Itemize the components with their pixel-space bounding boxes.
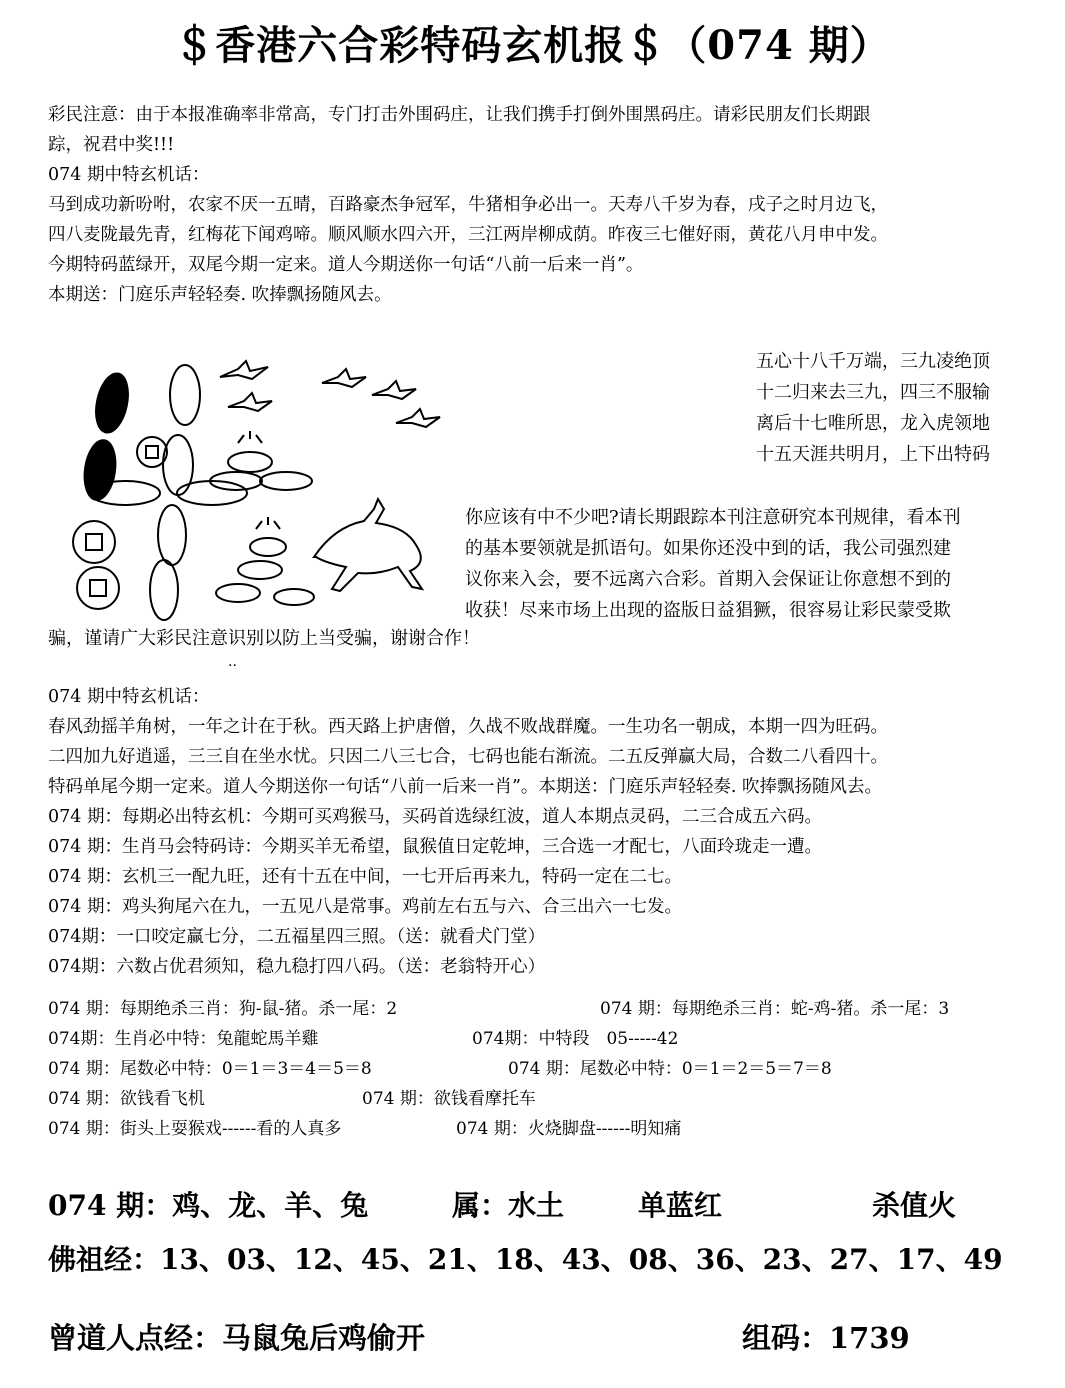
section-line: 春风劲摇羊角树，一年之计在于秋。西天路上护唐僧，久战不败战群魔。一生功名一朝成，本期一四为旺码。 — [48, 717, 888, 737]
intro-line: 074 期中特玄机话： — [48, 165, 210, 185]
poem-line: 离后十七唯所思，龙入虎领地 — [756, 413, 990, 434]
poem-block — [756, 346, 990, 470]
promo-line: 议你来入会，要不远离六合彩。首期入会保证让你意想不到的 — [465, 569, 951, 590]
summary-taoist: 曾道人点经：马鼠兔后鸡偷开 — [48, 1321, 426, 1355]
poem-line: 十五天涯共明月，上下出特码 — [756, 444, 990, 465]
leaf-icon — [81, 438, 119, 502]
promo-block — [465, 502, 961, 626]
section-line: 074 期：生肖马会特码诗：今期买羊无希望，鼠猴值日定乾坤，三合选一才配七，八面玲珑走一遭。 — [48, 837, 822, 857]
summary-element: 属：水土 — [452, 1189, 565, 1222]
summary-kill: 杀值火 — [872, 1189, 957, 1222]
petal-icon — [163, 435, 193, 495]
section-line: 二四加九好逍遥，三三自在坐水忧。只因二八三七合，七码也能右渐流。二五反弹赢大局，合数二八看四十。 — [48, 747, 888, 767]
section-line: 特码单尾今期一定来。道人今期送你一句话“八前一后来一肖”。本期送：门庭乐声轻轻奏. 吹捧飘扬随风去。 — [48, 777, 883, 797]
riddle-right: 074 期：欲钱看摩托车 — [362, 1089, 536, 1109]
saying-right: 074 期：火烧脚盘------明知痛 — [456, 1119, 682, 1139]
bird-icon — [228, 393, 272, 411]
kill-three-right: 074 期：每期绝杀三肖：蛇-鸡-猪。杀一尾：3 — [600, 999, 950, 1019]
rabbit-icon — [314, 499, 422, 591]
summary-color: 单蓝红 — [638, 1189, 723, 1222]
section-line: 074 期：玄机三一配九旺，还有十五在中间，一七开后再来九，特码一定在二七。 — [48, 867, 682, 887]
poem-line: 十二归来去三九，四三不服输 — [756, 382, 990, 403]
petal-icon — [150, 560, 178, 620]
intro-line: 四八麦陇最先青，红梅花下闻鸡啼。顺风顺水四六开，三江两岸柳成荫。昨夜三七催好雨，黄花八月申中发。 — [48, 225, 888, 245]
section-line: 074 期中特玄机话： — [48, 687, 210, 707]
intro-line: 马到成功新吩咐，农家不厌一五晴，百路豪杰争冠军，牛猪相争必出一。天寿八千岁为春，戌子之时月边飞， — [48, 195, 888, 215]
intro-line: 彩民注意：由于本报准确率非常高，专门打击外围码庄，让我们携手打倒外围黑码庄。请彩民朋友们长期跟 — [48, 105, 871, 125]
summary-group: 组码：1739 — [742, 1321, 910, 1355]
kill-three-left: 074 期：每期绝杀三肖：狗-鼠-猪。杀一尾：2 — [48, 999, 398, 1019]
tail-must-win-right: 074 期：尾数必中特：0＝1＝2＝5＝7＝8 — [508, 1059, 832, 1079]
dots-mark: .. — [228, 654, 237, 670]
section-line: 074期：一口咬定赢七分，二五福星四三照。（送：就看犬门堂） — [48, 927, 546, 947]
tail-must-win-left: 074 期：尾数必中特：0＝1＝3＝4＝5＝8 — [48, 1059, 372, 1079]
leaf-icon — [91, 371, 133, 436]
promo-line: 收获！尽来市场上出现的盗版日益猖獗，很容易让彩民蒙受欺 — [465, 600, 951, 621]
bird-icon — [322, 369, 366, 387]
bird-icon — [372, 381, 416, 399]
decorative-illustration — [60, 335, 450, 625]
promo-line: 你应该有中不少吧?请长期跟踪本刊注意研究本刊规律，看本刊 — [465, 507, 961, 528]
section-line: 074 期：鸡头狗尾六在九，一五见八是常事。鸡前左右五与六、合三出六一七发。 — [48, 897, 682, 917]
bird-icon — [220, 361, 268, 379]
intro-line: 踪，祝君中奖!!! — [48, 135, 175, 155]
intro-line: 今期特码蓝绿开，双尾今期一定来。道人今期送你一句话“八前一后来一肖”。 — [48, 255, 644, 275]
second-section — [48, 682, 1038, 982]
poem-line: 五心十八千万端，三九凌绝顶 — [756, 351, 990, 372]
coin-icon — [73, 521, 115, 563]
bird-icon — [396, 409, 440, 427]
ingot-icon — [216, 517, 314, 605]
summary-zodiac: 074 期：鸡、龙、羊、兔 — [48, 1189, 369, 1222]
special-range: 074期：中特段 05-----42 — [472, 1029, 679, 1049]
page-title: ＄香港六合彩特码玄机报＄（074 期） — [174, 22, 891, 69]
section-line: 074期：六数占优君须知，稳九稳打四八码。（送：老翁特开心） — [48, 957, 546, 977]
zodiac-must-win: 074期：生肖必中特：兔龍蛇馬羊雞 — [48, 1029, 319, 1049]
coin-icon — [137, 437, 167, 467]
saying-left: 074 期：街头上耍猴戏------看的人真多 — [48, 1119, 342, 1139]
summary-buddha-numbers: 佛祖经：13、03、12、45、21、18、43、08、36、23、27、17、49 — [48, 1243, 1003, 1276]
petal-icon — [158, 505, 186, 565]
promo-line-last: 骗，谨请广大彩民注意识别以防上当受骗，谢谢合作！ — [48, 628, 480, 649]
promo-line: 的基本要领就是抓语句。如果你还没中到的话，我公司强烈建 — [465, 538, 951, 559]
petal-icon — [170, 365, 200, 425]
intro-block — [48, 100, 1028, 310]
coin-icon — [77, 567, 119, 609]
intro-line: 本期送：门庭乐声轻轻奏. 吹捧飘扬随风去。 — [48, 285, 392, 305]
section-line: 074 期：每期必出特玄机：今期可买鸡猴马，买码首选绿红波，道人本期点灵码，二三合成五六码。 — [48, 807, 822, 827]
riddle-left: 074 期：欲钱看飞机 — [48, 1089, 205, 1109]
